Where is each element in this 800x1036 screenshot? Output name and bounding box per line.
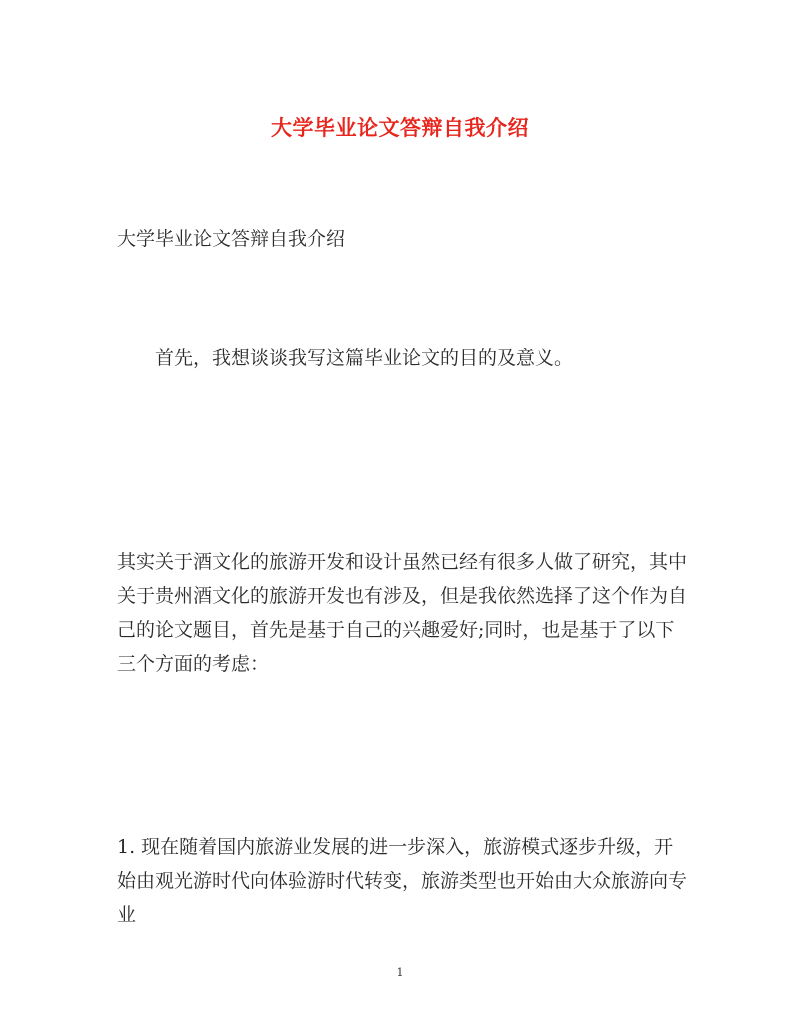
document-title: 大学毕业论文答辩自我介绍 xyxy=(271,115,529,140)
point-one-paragraph: 1. 现在随着国内旅游业发展的进一步深入，旅游模式逐步升级，开始由观光游时代向体验游时代转变，旅游类型也开始由大众旅游向专业 xyxy=(117,836,688,926)
intro-paragraph: 首先，我想谈谈我写这篇毕业论文的目的及意义。 xyxy=(155,347,574,369)
page-number: 1 xyxy=(396,966,404,979)
subtitle-paragraph: 大学毕业论文答辩自我介绍 xyxy=(117,228,346,250)
body-paragraph: 其实关于酒文化的旅游开发和设计虽然已经有很多人做了研究，其中关于贵州酒文化的旅游开发也有涉及，但是我依然选择了这个作为自己的论文题目，首先是基于自己的兴趣爱好;同时，也是基于了以下三个方面的考虑： xyxy=(117,551,688,675)
